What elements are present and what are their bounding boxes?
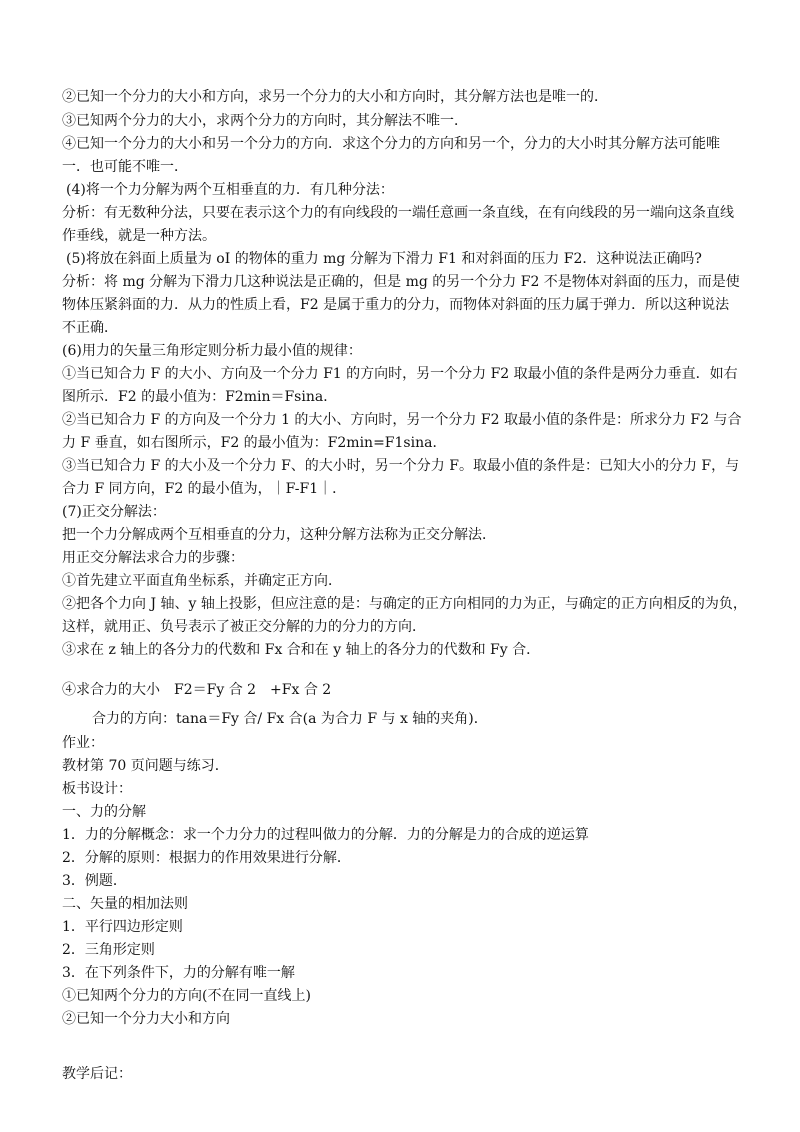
section-heading: (5)将放在斜面上质量为 oI 的物体的重力 mg 分解为下滑力 F1 和对斜面的压力 F2．这种说法正确吗? xyxy=(66,251,702,267)
section-heading: (6)用力的矢量三角形定则分析力最小值的规律： xyxy=(62,343,362,359)
text-line: 一．也可能不唯一． xyxy=(62,159,188,175)
formula-line: ④求合力的大小 F2＝Fy 合 2 +Fx 合 2 xyxy=(62,682,332,698)
text-line: 力 F 垂直，如右图所示，F2 的最小值为：F2min=F1sina． xyxy=(62,435,447,451)
text-line: ③求在 z 轴上的各分力的代数和 Fx 合和在 y 轴上的各分力的代数和 Fy 合． xyxy=(62,642,541,658)
outline-item: 2．分解的原则：根据力的作用效果进行分解． xyxy=(62,850,351,866)
text-line: ③当已知合力 F 的大小及一个分力 F、的大小时，另一个分力 F。取最小值的条件是：已知大小的分力 F，与 xyxy=(62,458,740,474)
text-line: 不正确． xyxy=(62,320,118,336)
formula-line: 合力的方向：tana＝Fy 合/ Fx 合(a 为合力 F 与 x 轴的夹角)． xyxy=(92,711,488,727)
outline-heading: 二、矢量的相加法则 xyxy=(62,896,188,912)
outline-item: ①已知两个分力的方向(不在同一直线上) xyxy=(62,988,311,1004)
text-line: 物体压紧斜面的力．从力的性质上看，F2 是属于重力的分力，而物体对斜面的压力属于弹力．所以这种说法 xyxy=(62,297,730,313)
outline-item: 1．平行四边形定则 xyxy=(62,919,183,935)
section-heading: 作业： xyxy=(62,735,104,751)
outline-heading: 一、力的分解 xyxy=(62,804,146,820)
outline-item: ②已知一个分力大小和方向 xyxy=(62,1011,230,1027)
section-heading: (4)将一个力分解为两个互相垂直的力．有几种分法： xyxy=(66,182,394,198)
outline-item: 1．力的分解概念：求一个力分力的过程叫做力的分解．力的分解是力的合成的逆运算 xyxy=(62,827,589,843)
text-line: ②把各个力向 J 轴、y 轴上投影，但应注意的是：与确定的正方向相同的力为正，与确定的正方向相反的为负， xyxy=(62,596,747,612)
text-line: ④已知一个分力的大小和另一个分力的方向．求这个分力的方向和另一个，分力的大小时其分解方法可能唯 xyxy=(62,136,720,152)
outline-item: 3．在下列条件下，力的分解有唯一解 xyxy=(62,965,295,981)
outline-item: 2．三角形定则 xyxy=(62,942,155,958)
text-line: 这样，就用正、负号表示了被正交分解的力的分力的方向． xyxy=(62,619,426,635)
text-line: 分析：有无数种分法，只要在表示这个力的有向线段的一端任意画一条直线，在有向线段的另一端向这条直线 xyxy=(62,205,734,221)
text-line: ①首先建立平面直角坐标系，并确定正方向． xyxy=(62,573,342,589)
section-heading: 教学后记： xyxy=(62,1066,132,1082)
text-line: 作垂线，就是一种方法。 xyxy=(62,228,216,244)
text-line: 合力 F 同方向，F2 的最小值为，｜F-F1｜． xyxy=(62,481,347,497)
text-line: ②已知一个分力的大小和方向，求另一个分力的大小和方向时，其分解方法也是唯一的． xyxy=(62,89,608,105)
text-line: 用正交分解法求合力的步骤： xyxy=(62,550,244,566)
text-line: ②当已知合力 F 的方向及一个分力 1 的大小、方向时，另一个分力 F2 取最小值的条件是：所求分力 F2 与合 xyxy=(62,412,742,428)
outline-item: 3．例题． xyxy=(62,873,127,889)
section-heading: (7)正交分解法： xyxy=(62,504,166,520)
text-line: 分析：将 mg 分解为下滑力几这种说法是正确的，但是 mg 的另一个分力 F2 不是物体对斜面的压力，而是使 xyxy=(62,274,740,290)
text-line: 图所示．F2 的最小值为：F2min＝Fsina． xyxy=(62,389,338,405)
text-line: 把一个力分解成两个互相垂直的分力，这种分解方法称为正交分解法． xyxy=(62,527,496,543)
text-line: ①当已知合力 F 的大小、方向及一个分力 F1 的方向时，另一个分力 F2 取最小值的条件是两分力垂直．如右 xyxy=(62,366,738,382)
text-line: ③已知两个分力的大小，求两个分力的方向时，其分解法不唯一． xyxy=(62,113,468,129)
section-heading: 板书设计： xyxy=(62,781,132,797)
text-line: 教材第 70 页问题与练习． xyxy=(62,758,229,774)
